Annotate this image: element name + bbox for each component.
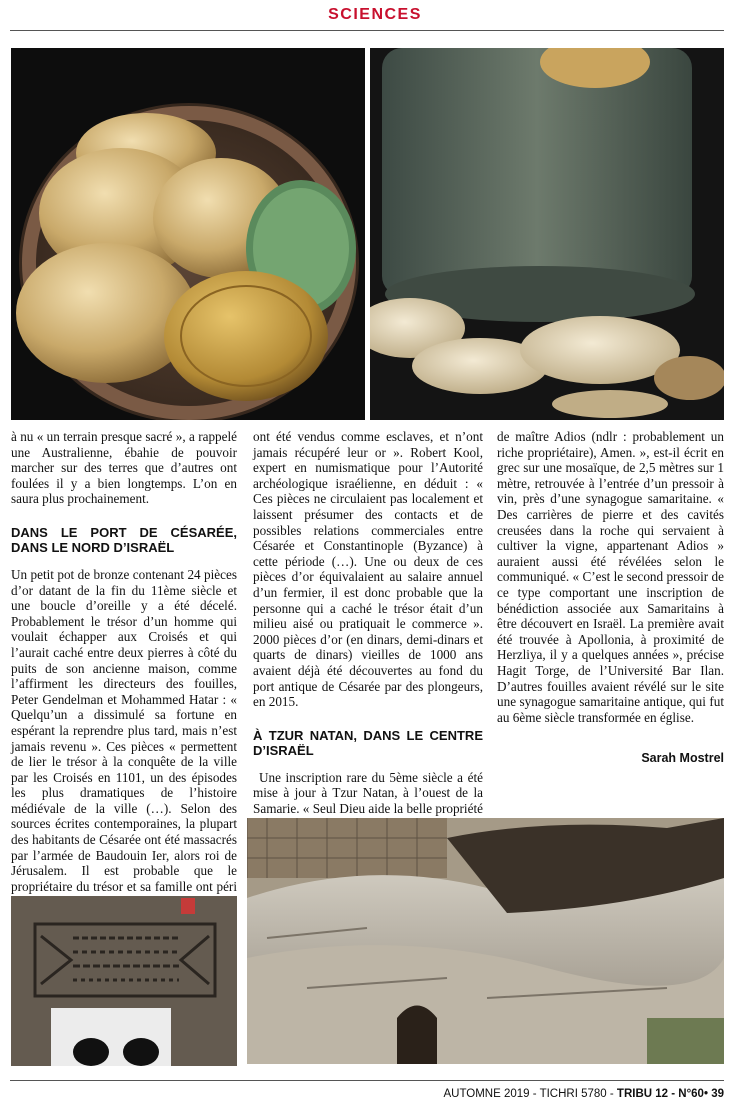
article-column-3 — [497, 429, 724, 767]
inscription-photo — [11, 896, 237, 1066]
section-title: SCIENCES — [328, 6, 422, 23]
column2-tail: Une inscription rare du 5ème siècle a été mise à jour à Tzur Natan, à l’ouest de la Samarie. « Seul Dieu aide la belle propriété — [253, 769, 483, 816]
article-column-1 — [11, 429, 237, 910]
author-byline: Sarah Mostrel — [641, 751, 724, 766]
heading-caesarea: DANS LE PORT DE CÉSARÉE, DANS LE NORD D’ISRAËL — [11, 524, 237, 555]
header-rule — [10, 30, 724, 31]
column3-body: de maître Adios (ndlr : probablement un riche propriétaire), Amen. », est-il écrit en grec sur une mosaïque, de 2,5 mètres sur 1 mètre, retrouvée à l’entrée d’un pressoir à vin, près d’une synagogue samaritaine. « Des carrières de pierre et des cavités creusées dans la roche qui servaient à cultiver la vigne, appartenant Adios » auraient aussi été révélées selon le communiqué. « C’est le second pressoir de ce type comportant une inscription de bénédiction associée aux Samaritains à être découvert en Israël. La première avait été trouvée à Apollonia, à proximité de Herzliya, il y a quelques années », précise Hagit Torge, de l’Université Bar Ilan. D’autres fouilles avaient révélé sur le site une synagogue samaritaine antique, qui fut au 6ème siècle transformée en église. — [497, 429, 724, 725]
page-footer — [443, 1088, 724, 1100]
column1-intro: à nu « un terrain presque sacré », a rappelé une Australienne, ébahie de pouvoir marcher sur des terres que d’autres ont foulées il y a bien longtemps. L’on en saura plus prochainement. — [11, 429, 237, 507]
bronze-pot-image — [370, 48, 724, 420]
footer-rule — [10, 1080, 724, 1081]
footer-bullet: • — [703, 1088, 708, 1100]
coin-hoard-photo — [11, 48, 365, 420]
footer-magazine: TRIBU 12 - N°60 — [616, 1088, 704, 1100]
page-number: 39 — [711, 1088, 724, 1100]
heading-tzur-natan: À TZUR NATAN, DANS LE CENTRE D’ISRAËL — [253, 727, 483, 758]
wine-press-image — [247, 818, 724, 1064]
footer-separator: - — [609, 1088, 617, 1100]
article-column-2 — [253, 429, 483, 816]
wine-press-photo — [247, 818, 724, 1064]
column2-body: ont été vendus comme esclaves, et n’ont jamais récupéré leur or ». Robert Kool, expert en numismatique pour l’Autorité archéologique israélienne, en déduit : « Ces pièces ne circulaient pas localement et laissent présumer des contacts et de possibles relations commerciales entre Césarée et Constantinople (Byzance) à cette période (…). Une ou deux de ces pièces d’or équivalaient au salaire annuel d’un fermier, il est donc probable que la personne qui a caché le trésor était d’un milieu aisé ou pratiquait le commerce ». 2000 pièces d’or (en dinars, demi-dinars et quarts de dinars) vieilles de 1000 ans avaient déjà été découvertes au fond du port antique de Césarée par des plongeurs, en 2015. — [253, 429, 483, 710]
inscription-image — [11, 896, 237, 1066]
footer-issue: AUTOMNE 2019 - TICHRI 5780 — [443, 1088, 607, 1100]
coin-hoard-image — [11, 48, 365, 420]
column1-body: Un petit pot de bronze contenant 24 pièces d’or datant de la fin du 11ème siècle et une boucle d’oreille y a été décelé. Probablement le trésor d’un homme qui voulait échapper aux Croisés et qui l’aurait caché entre deux pierres à côté du puits de son ancienne maison, comme l’affirment les directeurs des fouilles, Peter Gendelman et Mohammed Hatar : « Quelqu’un a dissimulé sa fortune en espérant la reprendre plus tard, mais n’est jamais revenu ». Ces pièces « permettent de lier le trésor à la conquête de la ville par les Croisés en 1101, un des épisodes les plus dramatiques de l’histoire médiévale de la ville (…). Selon des sources écrites contemporaines, la plupart des habitants de Césarée ont été massacrés par l’armée de Baudouin Ier, alors roi de Jérusalem. Il est probable que le propriétaire du trésor et sa famille ont péri — [11, 566, 237, 894]
bronze-pot-photo — [370, 48, 724, 420]
